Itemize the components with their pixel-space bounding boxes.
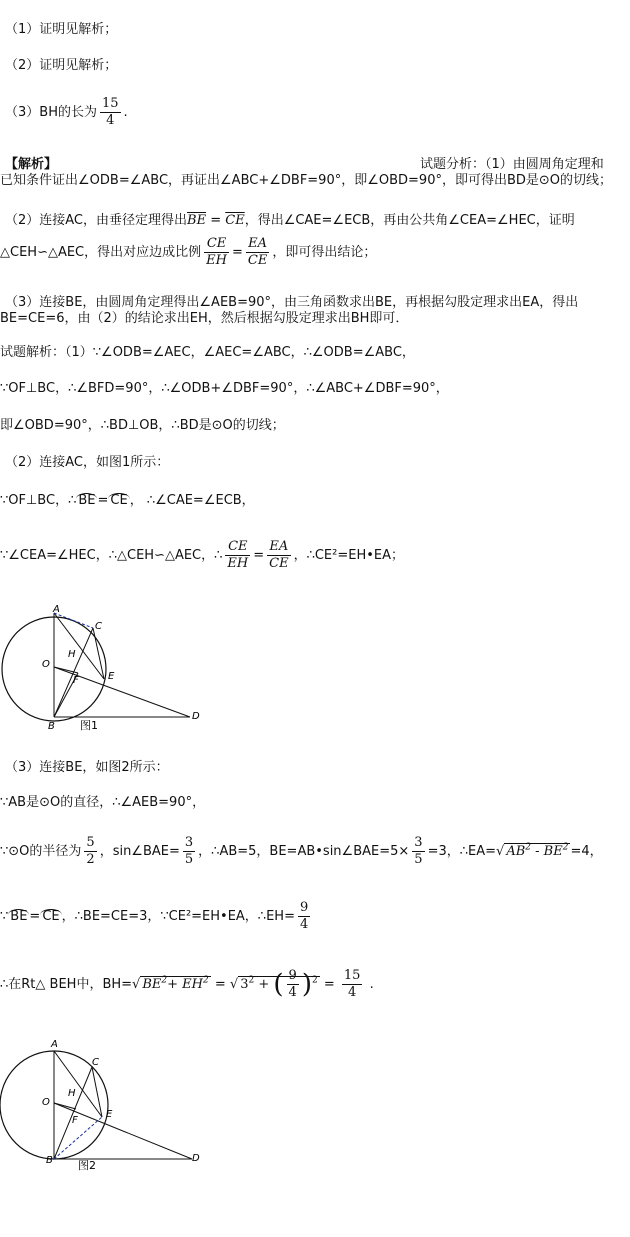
analysis-p2-line1: （2）连接AC，由垂径定理得出$\overline{BE} = \overline{CE}$，得出∠CAE=∠ECB，再由公共角∠CEA=∠HEC，证明	[5, 213, 575, 228]
solution-5: ∵OF⊥BC，∴ BE = CE ， ∴∠CAE=∠ECB，	[0, 493, 255, 508]
fig1-label-a: A	[53, 605, 60, 615]
fig1-label-h: H	[68, 649, 76, 660]
answer-3-fraction: $\frac{15}{4}$	[101, 96, 119, 128]
fig2-label-f: F	[72, 1115, 78, 1126]
fig2-label-d: D	[192, 1153, 200, 1164]
fig1-label-d: D	[192, 711, 200, 722]
analysis-p3-line1: （3）连接BE，由圆周角定理得出∠AEB=90°，由三角函数求出BE，再根据勾股定理求出EA，得出	[5, 295, 579, 310]
figure-2	[0, 1033, 210, 1173]
analysis-heading: 【解析】	[5, 157, 58, 172]
answer-3-text: （3）BH的长为	[5, 105, 97, 120]
solution-8: ∵AB是⊙O的直径，∴∠AEB=90°，	[0, 795, 206, 810]
solution-2: ∵OF⊥BC，∴∠BFD=90°，∴∠ODB+∠DBF=90°，∴∠ABC+∠DBF=90°，	[0, 381, 449, 396]
answer-3-end: .	[123, 105, 128, 120]
fig2-caption: 图2	[78, 1159, 96, 1172]
fig2-label-b: B	[46, 1155, 53, 1166]
fig1-label-c: C	[95, 621, 102, 632]
analysis-p3-line2: BE=CE=6，由（2）的结论求出EH，然后根据勾股定理求出BH即可．	[0, 311, 409, 326]
fig2-label-h: H	[68, 1088, 76, 1099]
solution-3: 即∠OBD=90°，∴BD⊥OB，∴BD是⊙O的切线；	[0, 418, 285, 433]
fig1-label-o: O	[42, 659, 50, 670]
solution-7: （3）连接BE，如图2所示：	[5, 760, 169, 775]
analysis-p2-line2: △CEH∽△AEC，得出对应边成比例 $\frac{CE}{EH}$ = $\frac{EA}{CE}$ ，即可得出结论；	[0, 236, 377, 268]
fig1-caption: 图1	[80, 719, 98, 732]
analysis-line-1: 已知条件证出∠ODB=∠ABC，再证出∠ABC+∠DBF=90°，即∠OBD=90°，即可得出BD是⊙O的切线；	[0, 173, 613, 188]
fig1-label-e: E	[108, 671, 115, 682]
solution-1: 试题解析：（1）∵∠ODB=∠AEC，∠AEC=∠ABC，∴∠ODB=∠ABC，	[0, 345, 415, 360]
solution-6: ∵∠CEA=∠HEC，∴△CEH∽△AEC，∴ $\frac{CE}{EH}$ = $\frac{EA}{CE}$ ，∴CE²=EH•EA；	[0, 539, 405, 571]
fig1-label-b: B	[48, 721, 55, 732]
solution-11: ∴在Rt△ BEH中，BH=√ $BE^2+ EH^2$ = √ $3^2$ + ( $\frac{9}{4}$ )$^2$ = $\frac{15}{4}$ .	[0, 968, 374, 1000]
analysis-heading-right: 试题分析：（1）由圆周角定理和	[420, 157, 604, 172]
fig2-label-c: C	[92, 1057, 99, 1068]
figure-1	[0, 605, 210, 735]
fig2-label-e: E	[106, 1109, 113, 1120]
answer-2: （2）证明见解析；	[5, 58, 118, 73]
solution-9: ∵⊙O的半径为 $\frac{5}{2}$ ，sin∠BAE= $\frac{3}{5}$ ，∴AB=5，BE=AB•sin∠BAE=5× $\frac{3}{5}$ =3，∴EA=√ $AB^2 - BE^2 =4$，	[0, 835, 603, 867]
fig1-label-f: F	[73, 675, 79, 686]
fig2-label-o: O	[42, 1097, 50, 1108]
answer-1: （1）证明见解析；	[5, 22, 118, 37]
answer-3	[5, 96, 128, 129]
solution-4: （2）连接AC，如图1所示：	[5, 455, 170, 470]
fig2-label-a: A	[51, 1039, 58, 1050]
solution-10: ∵ BE = CE ，∴BE=CE=3，∵CE²=EH•EA，∴EH= $\frac{9}{4}$	[0, 900, 309, 932]
